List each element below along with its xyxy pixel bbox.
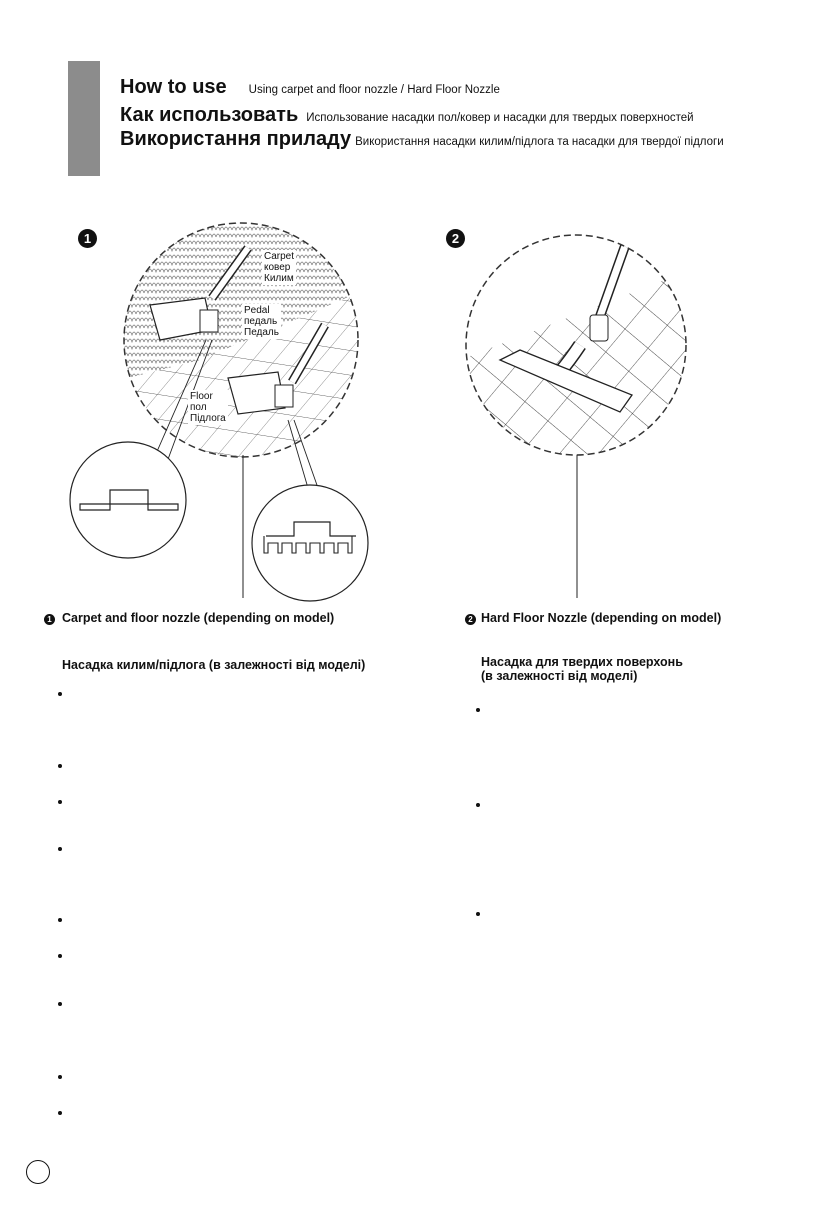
bullet-marker bbox=[476, 803, 480, 807]
figure1-scene bbox=[120, 220, 365, 460]
section1-caption-en: Carpet and floor nozzle (depending on model) bbox=[62, 611, 335, 625]
bullet-marker bbox=[476, 912, 480, 916]
floor-label-en: Floor bbox=[190, 391, 213, 402]
subtitle-uk: Використання насадки килим/підлога та насадки для твердої підлоги bbox=[355, 136, 724, 148]
bullet-marker bbox=[58, 847, 62, 851]
carpet-label bbox=[262, 250, 296, 285]
section1-marker: 1 bbox=[44, 614, 55, 625]
bullet-marker bbox=[58, 1111, 62, 1115]
figure2-number: 2 bbox=[446, 229, 465, 248]
bullet-marker bbox=[476, 708, 480, 712]
section2-caption-ru-line1: Насадка для твердих поверхонь bbox=[481, 655, 683, 669]
bullet-marker bbox=[58, 954, 62, 958]
page-number-circle bbox=[26, 1160, 50, 1184]
bullet-marker bbox=[58, 1075, 62, 1079]
subtitle-ru: Использование насадки пол/ковер и насадки для твердых поверхностей bbox=[306, 112, 694, 124]
floor-label bbox=[188, 390, 228, 425]
bullet-marker bbox=[58, 800, 62, 804]
section2-caption-ru-line2: (в залежності від моделі) bbox=[481, 669, 638, 683]
carpet-label-en: Carpet bbox=[264, 251, 295, 262]
figure2-scene bbox=[460, 230, 690, 460]
title-ru: Как использовать bbox=[120, 104, 299, 126]
carpet-label-ru: ковер bbox=[264, 262, 291, 273]
section2-caption-ru bbox=[481, 655, 683, 683]
bullet-marker bbox=[58, 692, 62, 696]
bullet-marker bbox=[58, 918, 62, 922]
section1-caption-uk: Насадка килим/підлога (в залежності від моделі) bbox=[62, 658, 366, 672]
pedal-label-ru: педаль bbox=[244, 316, 278, 327]
title-en: How to use bbox=[120, 76, 227, 98]
section2-marker: 2 bbox=[465, 614, 476, 625]
section2-caption-en: Hard Floor Nozzle (depending on model) bbox=[481, 611, 722, 625]
figure1-number: 1 bbox=[78, 229, 97, 248]
carpet-label-uk: Килим bbox=[264, 273, 294, 284]
pedal-label bbox=[242, 304, 281, 339]
pedal-label-uk: Педаль bbox=[244, 327, 279, 338]
title-uk: Використання приладу bbox=[120, 128, 352, 150]
bullet-marker bbox=[58, 764, 62, 768]
floor-label-uk: Підлога bbox=[190, 413, 226, 424]
floor-label-ru: пол bbox=[190, 402, 207, 413]
pedal-label-en: Pedal bbox=[244, 305, 270, 316]
subtitle-en: Using carpet and floor nozzle / Hard Floor Nozzle bbox=[248, 84, 500, 96]
bullet-marker bbox=[58, 1002, 62, 1006]
